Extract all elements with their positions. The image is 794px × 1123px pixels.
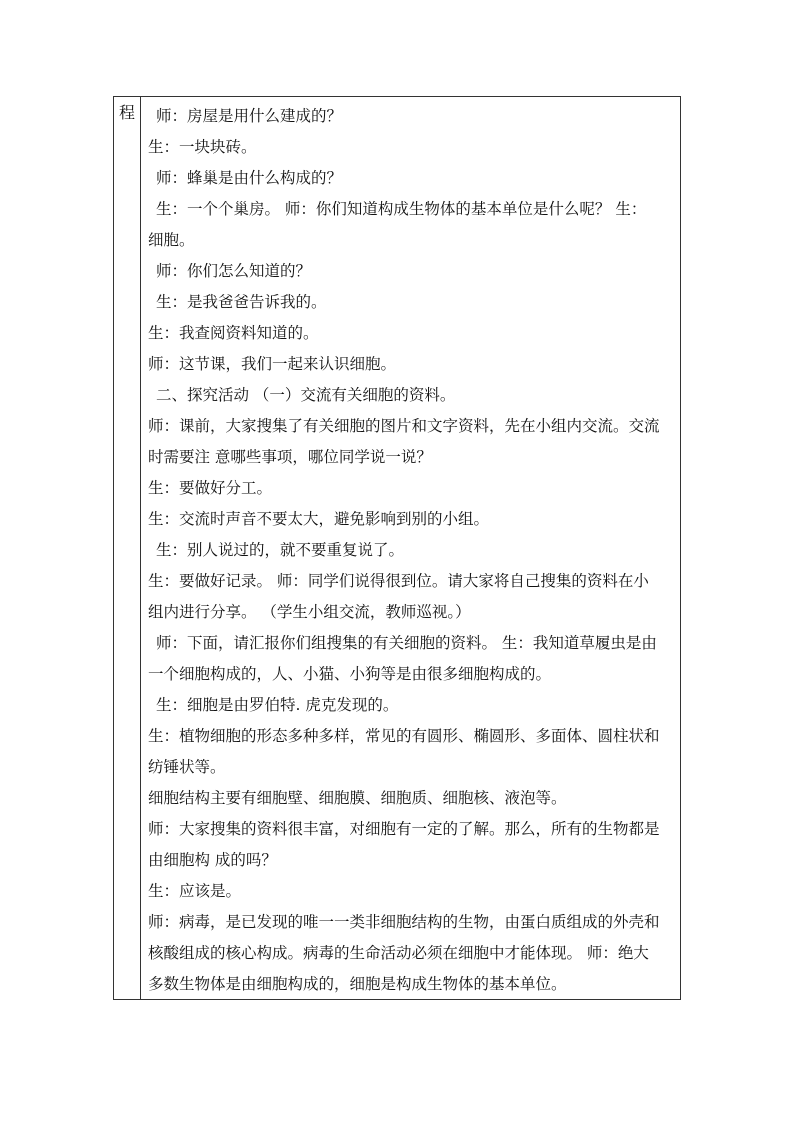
dialogue-line: 纺锤状等。 (148, 758, 226, 776)
dialogue-line: 生：一个个巢房。 师：你们知道构成生物体的基本单位是什么呢？ 生： (156, 200, 647, 218)
dialogue-line: 一个细胞构成的，人、小猫、小狗等是由很多细胞构成的。 (148, 665, 552, 683)
dialogue-line: 多数生物体是由细胞构成的，细胞是构成生物体的基本单位。 (148, 975, 567, 993)
dialogue-line: 生：要做好记录。 师：同学们说得很到位。请大家将自己搜集的资料在小 (148, 572, 649, 590)
dialogue-line: 师：课前，大家搜集了有关细胞的图片和文字资料，先在小组内交流。交流 (148, 417, 660, 435)
section-heading: 二、探究活动 （一）交流有关细胞的资料。 (156, 386, 456, 404)
dialogue-line: 师：你们怎么知道的？ (156, 262, 312, 280)
dialogue-line: 由细胞构 成的吗？ (148, 851, 277, 869)
dialogue-line: 师：房屋是用什么建成的？ (156, 107, 343, 125)
dialogue-line: 生：交流时声音不要太大，避免影响到别的小组。 (148, 510, 490, 528)
dialogue-line: 师：病毒，是已发现的唯一一类非细胞结构的生物，由蛋白质组成的外壳和 (148, 913, 660, 931)
dialogue-line: 生：一块块砖。 (148, 138, 257, 156)
dialogue-line: 核酸组成的核心构成。病毒的生命活动必须在细胞中才能体现。 师：绝大 (148, 944, 649, 962)
dialogue-line: 时需要注 意哪些事项，哪位同学说一说？ (148, 448, 432, 466)
dialogue-line: 生：要做好分工。 (148, 479, 273, 497)
dialogue-content (148, 101, 676, 1000)
dialogue-line: 生：应该是。 (148, 882, 242, 900)
dialogue-line: 师：蜂巢是由什么构成的？ (156, 169, 343, 187)
dialogue-line: 生：我查阅资料知道的。 (148, 324, 319, 342)
dialogue-line: 生：别人说过的，就不要重复说了。 (156, 541, 405, 559)
dialogue-line: 细胞结构主要有细胞壁、细胞膜、细胞质、细胞核、液泡等。 (148, 789, 567, 807)
dialogue-line: 生：是我爸爸告诉我的。 (156, 293, 327, 311)
side-label: 程 (119, 103, 136, 122)
dialogue-line: 师：下面，请汇报你们组搜集的有关细胞的资料。 生：我知道草履虫是由 (156, 634, 657, 652)
dialogue-line: 组内进行分享。 （学生小组交流，教师巡视。） (148, 603, 471, 621)
dialogue-line: 生：植物细胞的形态多种多样，常见的有圆形、椭圆形、多面体、圆柱状和 (148, 727, 660, 745)
side-cell (114, 97, 141, 999)
dialogue-line: 细胞。 (148, 231, 195, 249)
dialogue-line: 师：这节课，我们一起来认识细胞。 (148, 355, 397, 373)
dialogue-line: 生：细胞是由罗伯特. 虎克发现的。 (156, 696, 399, 714)
lesson-table (113, 96, 681, 1000)
dialogue-line: 师：大家搜集的资料很丰富，对细胞有一定的了解。那么，所有的生物都是 (148, 820, 660, 838)
